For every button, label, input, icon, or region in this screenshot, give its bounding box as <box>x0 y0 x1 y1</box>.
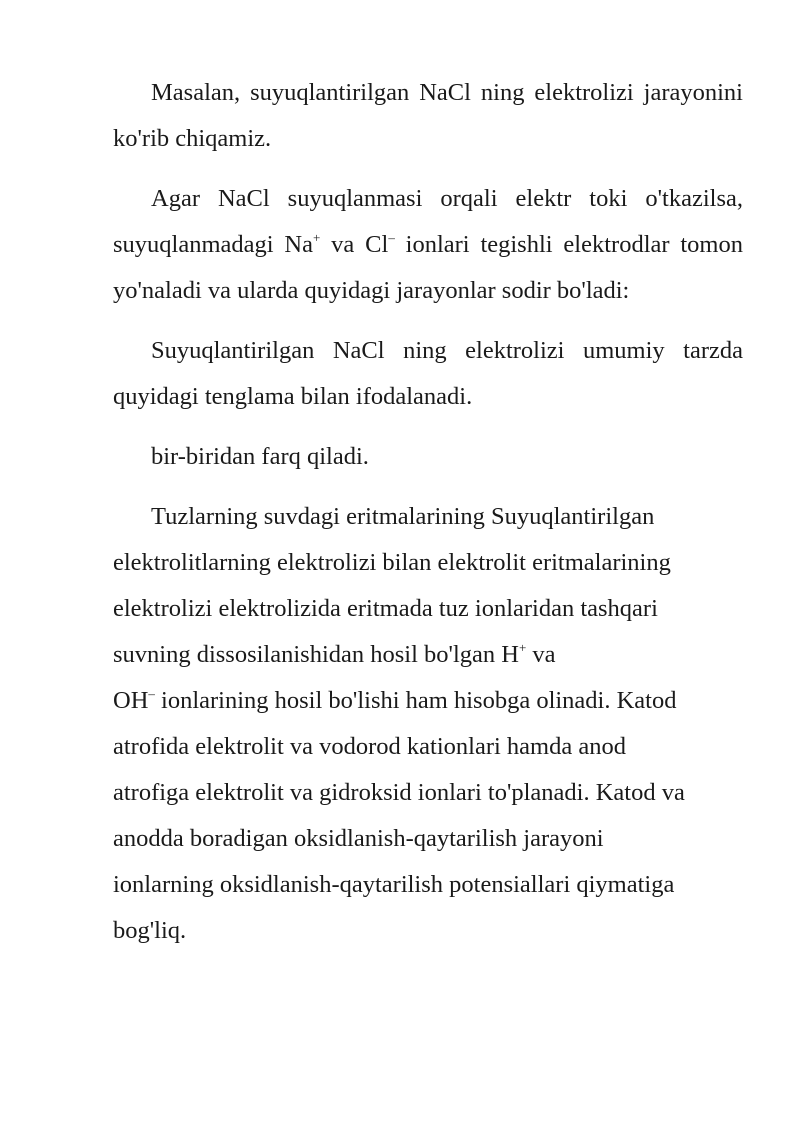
paragraph-5-line <box>113 632 743 678</box>
paragraph-5-text: suvning dissosilanishidan hosil bo'lgan H <box>113 641 519 668</box>
paragraph-5-line: atrofiga elektrolit va gidroksid ionlari to'planadi. Katod va <box>113 779 685 806</box>
paragraph-5-line: anodda boradigan oksidlanish-qaytarilish jarayoni <box>113 825 604 852</box>
paragraph-5-line: elektrolitlarning elektrolizi bilan elektrolit eritmalarining <box>113 549 671 576</box>
paragraph-5-line: bog'liq. <box>113 917 187 944</box>
paragraph-2-text-b: va Cl <box>320 231 389 258</box>
paragraph-2 <box>113 176 743 314</box>
paragraph-5-line: ionlarning oksidlanish-qaytarilish potensiallari qiymatiga <box>113 871 675 898</box>
hydrogen-ion-charge: + <box>518 639 527 655</box>
paragraph-5-line <box>113 678 743 724</box>
paragraph-5 <box>113 494 743 954</box>
paragraph-4: bir-biridan farq qiladi. <box>151 443 369 470</box>
paragraph-5-text: ionlarining hosil bo'lishi ham hisobga olinadi. Katod <box>154 687 677 714</box>
paragraph-5-line: atrofida elektrolit va vodorod kationlari hamda anod <box>113 733 626 760</box>
paragraph-1: Masalan, suyuqlantirilgan NaCl ning elektrolizi jarayonini ko'rib chiqamiz. <box>113 79 743 152</box>
paragraph-5-line: Tuzlarning suvdagi eritmalarining Suyuqlantirilgan <box>151 503 655 530</box>
sodium-ion-charge: + <box>313 229 321 245</box>
hydroxide-formula: OH <box>113 687 149 714</box>
paragraph-2-text-a: Agar NaCl suyuqlanmasi orqali elektr toki o'tkazilsa, suyuqlanmadagi Na <box>113 185 743 258</box>
hydroxide-ion-charge: – <box>148 685 155 701</box>
paragraph-5-line: elektrolizi elektrolizida eritmada tuz ionlaridan tashqari <box>113 595 658 622</box>
chloride-ion-charge: – <box>388 229 395 245</box>
document-page <box>113 70 743 968</box>
paragraph-2-text-c: ionlari tegishli elektrodlar tomon yo'naladi va ularda quyidagi jarayonlar sodir bo'ladi: <box>113 231 743 304</box>
paragraph-5-text: va <box>526 641 556 668</box>
paragraph-3: Suyuqlantirilgan NaCl ning elektrolizi umumiy tarzda quyidagi tenglama bilan ifodalanadi. <box>113 337 743 410</box>
